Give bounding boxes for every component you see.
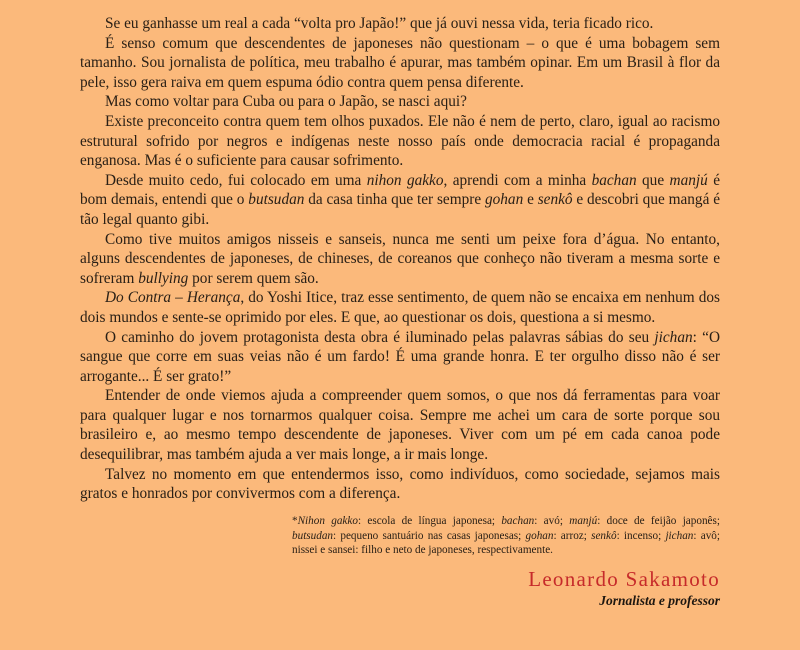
article-body (80, 14, 720, 504)
author-signature (528, 566, 720, 610)
glossary-footnote: *Nihon gakko: escola de língua japonesa; bachan: avó; manjú: doce de feijão japonês; butsudan: pequeno santuário nas casas japonesas; gohan: arroz; senkô: incenso; jichan: avô; nissei e sansei: filho e neto de japoneses, respectivamente. (292, 515, 720, 557)
paragraph-9: Entender de onde viemos ajuda a compreender quem somos, o que nos dá ferramentas para voar para qualquer lugar e nos tornarmos qualquer coisa. Sempre me achei um cara de sorte porque sou brasileiro e, ao mesmo tempo descendente de japoneses. Viver com um pé em cada canoa pode desequilibrar, mas também ajuda a ver mais longe, a ir mais longe. (80, 387, 720, 464)
paragraph-10: Talvez no momento em que entendermos isso, como indivíduos, como sociedade, sejamos mais gratos e honrados por convivermos com a diferença. (80, 465, 720, 503)
paragraph-3: Mas como voltar para Cuba ou para o Japão, se nasci aqui? (105, 93, 467, 111)
paragraph-8: O caminho do jovem protagonista desta obra é iluminado pelas palavras sábias do seu jichan: “O sangue que corre em suas veias não é um fardo! É uma grande honra. E ter orgulho disso não é ser arrogante... É ser grato!” (80, 328, 720, 385)
author-name: Leonardo Sakamoto (528, 567, 720, 591)
paragraph-7: Do Contra – Herança, do Yoshi Itice, traz esse sentimento, de quem não se encaixa em nenhum dos dois mundos e sente-se oprimido por eles. E que, ao questionar os dois, questiona a si mesmo. (80, 289, 720, 326)
paragraph-5: Desde muito cedo, fui colocado em uma nihon gakko, aprendi com a minha bachan que manjú é bom demais, entendi que o butsudan da casa tinha que ter sempre gohan e senkô e descobri que mangá é tão legal quanto gibi. (80, 171, 720, 228)
paragraph-1: Se eu ganhasse um real a cada “volta pro Japão!” que já ouvi nessa vida, teria ficado rico. (105, 15, 654, 32)
author-role: Jornalista e professor (599, 593, 720, 608)
paragraph-4: Existe preconceito contra quem tem olhos puxados. Ele não é nem de perto, claro, igual ao racismo estrutural sofrido por negros e indígenas neste nosso país onde democracia racial é propaganda enganosa. Mas é o suficiente para causar sofrimento. (80, 112, 720, 170)
paragraph-6: Como tive muitos amigos nisseis e sanseis, nunca me senti um peixe fora d’água. No entanto, alguns descendentes de japoneses, de chineses, de coreanos que conheço não tiveram a mesma sorte e sofreram bullying por serem quem são. (80, 230, 720, 287)
paragraph-2: É senso comum que descendentes de japoneses não questionam – o que é uma bobagem sem tamanho. Sou jornalista de política, meu trabalho é apurar, mas também opinar. Em um Brasil à flor da pele, isso gera raiva em quem espuma ódio contra quem pensa diferente. (80, 34, 720, 91)
